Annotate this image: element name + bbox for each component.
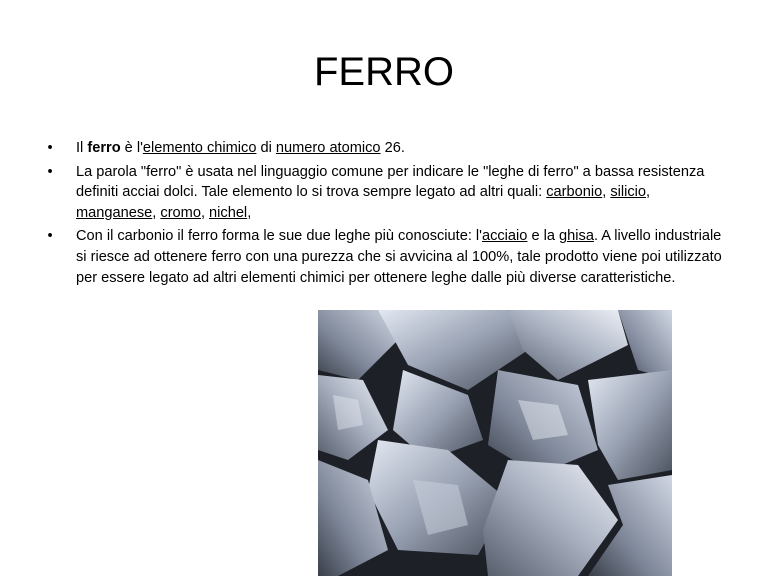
text-segment: 26.	[380, 140, 405, 156]
bullet-item	[44, 226, 734, 288]
text-segment: La parola "ferro" è usata nel linguaggio comune per indicare le "leghe di ferro" a bassa resistenza definiti acciai dolci. Tale elemento lo si trova sempre legato ad altri quali:	[76, 163, 705, 201]
text-segment: di	[256, 140, 276, 156]
link-cromo[interactable]: cromo	[160, 204, 201, 221]
text-segment: ,	[152, 204, 161, 221]
text-segment: . A livello industriale si riesce ad ottenere ferro con una purezza che si avvicina al 100%, tale prodotto viene poi utilizzato per essere legato ad altri elementi chimici per ottenere leghe dalle più diverse caratteristiche.	[76, 228, 722, 286]
bullet-icon: •	[47, 163, 53, 180]
iron-ore-photo	[318, 310, 672, 576]
link-nichel[interactable]: nichel	[209, 204, 248, 221]
text-segment: ,	[200, 204, 210, 221]
bullet-list	[44, 138, 734, 291]
link-manganese[interactable]: manganese	[76, 204, 153, 221]
link-numero-atomico[interactable]: numero atomico	[275, 140, 381, 156]
link-ghisa[interactable]: ghisa	[559, 228, 594, 245]
link-acciaio[interactable]: acciaio	[481, 228, 528, 245]
text-segment: e la	[527, 228, 560, 245]
slide-title: FERRO	[314, 50, 454, 94]
text-segment: è l'	[120, 140, 143, 156]
text-segment: Il	[76, 140, 88, 156]
link-carbonio[interactable]: carbonio	[546, 184, 603, 201]
text-segment: ,	[247, 204, 252, 221]
bold-term: ferro	[87, 140, 121, 156]
text-segment: ,	[646, 184, 651, 201]
iron-ore-image	[318, 310, 672, 576]
bullet-item	[44, 138, 734, 159]
link-silicio[interactable]: silicio	[610, 184, 647, 201]
text-segment: ,	[602, 184, 611, 201]
bullet-icon: •	[47, 140, 53, 156]
bullet-item	[44, 162, 734, 224]
text-segment: Con il carbonio il ferro forma le sue due leghe più conosciute: l'	[76, 228, 482, 245]
bullet-icon: •	[47, 228, 53, 245]
link-elemento-chimico[interactable]: elemento chimico	[142, 140, 257, 156]
